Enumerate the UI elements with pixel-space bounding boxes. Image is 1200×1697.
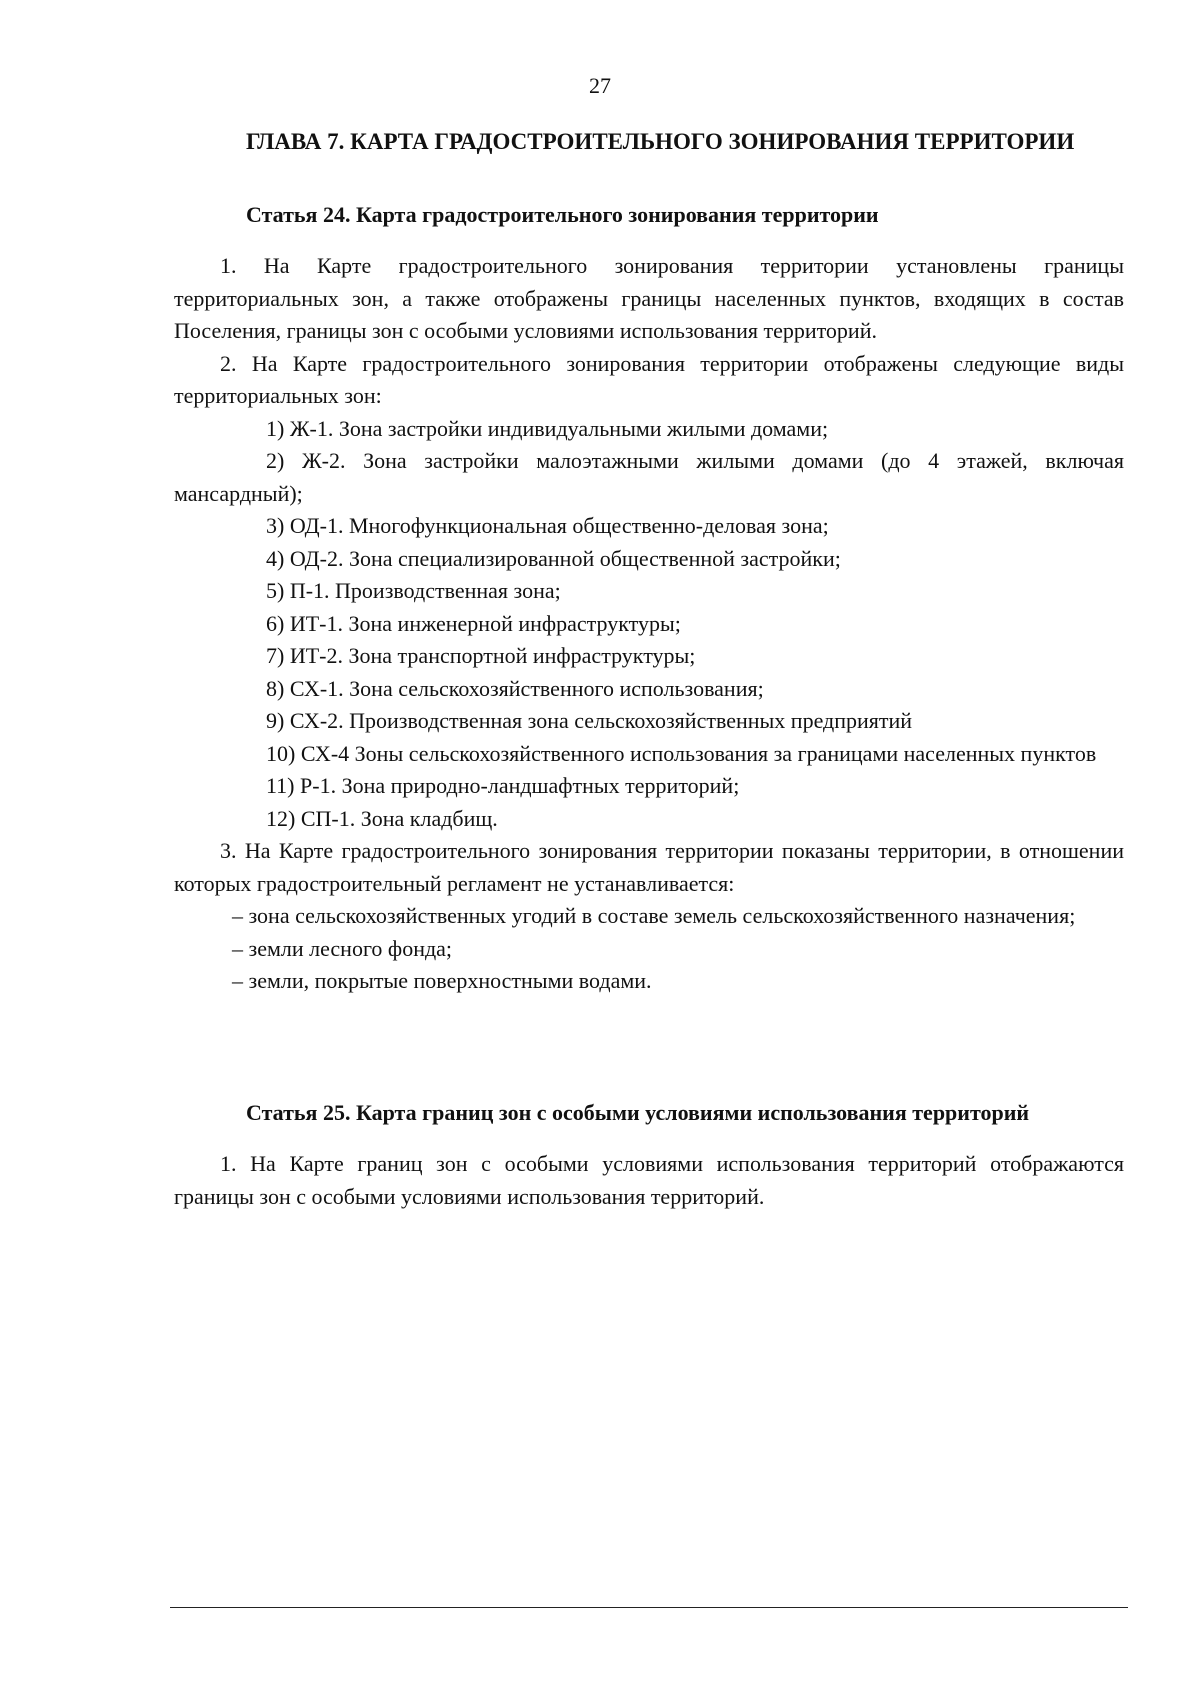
zone-number: 7) (266, 643, 285, 668)
exempt-text: зона сельскохозяйственных угодий в составе земель сельскохозяйственного назначения; (248, 903, 1076, 928)
page-number: 27 (589, 73, 611, 98)
zone-text: ОД-1. Многофункциональная общественно-деловая зона; (289, 513, 829, 538)
article-24-title: Статья 24. Карта градостроительного зонирования территории (246, 202, 879, 227)
zone-list-item (174, 673, 1124, 706)
dash-marker: – (232, 935, 243, 961)
zone-text: Ж-2. Зона застройки малоэтажными жилыми домами (до 4 этажей, включая мансардный); (174, 448, 1125, 506)
zone-list-item (174, 705, 1124, 738)
zone-number: 2) (266, 448, 285, 473)
zone-number: 4) (266, 545, 285, 571)
zone-list-item (174, 510, 1124, 543)
zone-text: СХ-4 Зоны сельскохозяйственного использования за границами населенных пунктов (300, 740, 1097, 766)
article-24-body (174, 250, 1124, 998)
zone-number: 12) (266, 805, 296, 831)
zone-number: 3) (266, 513, 285, 538)
article-25-paragraph-1: 1. На Карте границ зон с особыми условиями использования территорий отображаются границы зон с особыми условиями использования территорий. (174, 1151, 1124, 1209)
zone-text: П-1. Производственная зона; (289, 578, 561, 603)
zone-text: ИТ-1. Зона инженерной инфраструктуры; (289, 610, 681, 636)
exempt-list-item (174, 900, 1124, 933)
article-24-paragraph-2: 2. На Карте градостроительного зонирования территории отображены следующие виды территориальных зон: (174, 350, 1124, 408)
zone-list-item (174, 543, 1124, 576)
zone-list-item (174, 445, 1124, 510)
zone-list-item (174, 413, 1124, 446)
zone-number: 11) (266, 773, 295, 798)
zone-text: СП-1. Зона кладбищ. (300, 805, 498, 831)
footer-divider (170, 1607, 1128, 1608)
exempt-text: земли, покрытые поверхностными водами. (248, 968, 652, 993)
zone-list-item (174, 738, 1124, 771)
article-24-paragraph-3: 3. На Карте градостроительного зонирования территории показаны территории, в отношении которых градостроительный регламент не устанавливается: (174, 838, 1124, 896)
article-25-title: Статья 25. Карта границ зон с особыми условиями использования территорий (246, 1100, 1030, 1125)
dash-marker: – (232, 903, 243, 928)
zone-number: 8) (266, 675, 285, 701)
zone-list-item (174, 608, 1124, 641)
zone-number: 1) (266, 415, 285, 441)
zone-text: ИТ-2. Зона транспортной инфраструктуры; (289, 643, 696, 668)
zone-text: СХ-1. Зона сельскохозяйственного использования; (289, 675, 764, 701)
zone-list-item (174, 640, 1124, 673)
zone-text: СХ-2. Производственная зона сельскохозяйственных предприятий (289, 708, 913, 733)
zone-number: 9) (266, 708, 285, 733)
exempt-list-item (174, 965, 1124, 998)
exempt-text: земли лесного фонда; (248, 935, 453, 961)
chapter-title: ГЛАВА 7. КАРТА ГРАДОСТРОИТЕЛЬНОГО ЗОНИРОВАНИЯ ТЕРРИТОРИИ (246, 129, 1075, 154)
exempt-list-item (174, 933, 1124, 966)
article-25-body (174, 1148, 1124, 1213)
dash-marker: – (232, 968, 243, 993)
zone-text: Ж-1. Зона застройки индивидуальными жилыми домами; (289, 415, 829, 441)
zone-text: ОД-2. Зона специализированной общественной застройки; (289, 545, 841, 571)
zone-number: 5) (266, 578, 285, 603)
zone-number: 6) (266, 610, 285, 636)
zone-number: 10) (266, 740, 296, 766)
article-24-paragraph-1: 1. На Карте градостроительного зонирования территории установлены границы территориальных зон, а также отображены границы населенных пунктов, входящих в состав Поселения, границы зон с особыми условиями использования территорий. (174, 253, 1124, 343)
zone-list-item (174, 803, 1124, 836)
zone-list-item (174, 575, 1124, 608)
zone-text: Р-1. Зона природно-ландшафтных территорий; (300, 773, 740, 798)
zone-list-item (174, 770, 1124, 803)
